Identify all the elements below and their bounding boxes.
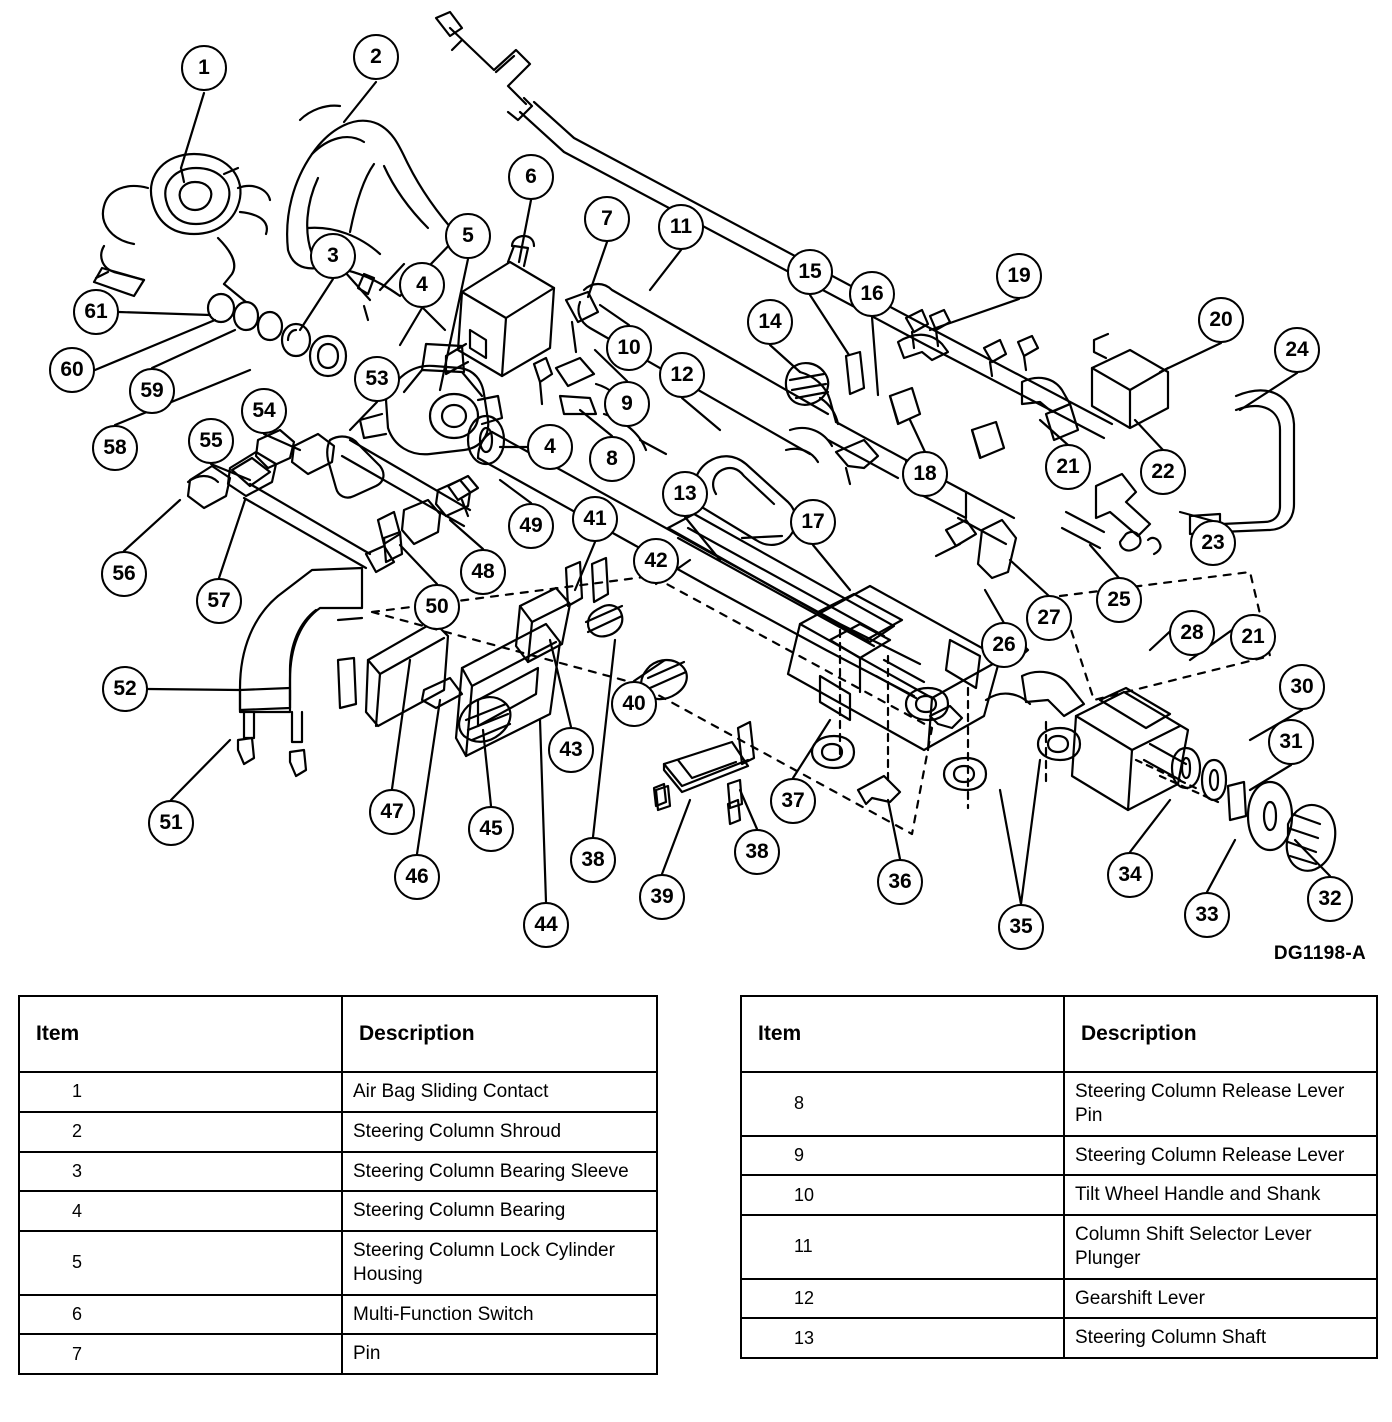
callout-30: 30 (1279, 664, 1325, 710)
table-header-row (19, 996, 657, 1072)
cell-item: 8 (741, 1072, 1064, 1136)
callout-50: 50 (414, 584, 460, 630)
parts-table-right (740, 995, 1378, 1359)
callout-25: 25 (1096, 577, 1142, 623)
callout-20: 20 (1198, 297, 1244, 343)
callout-58: 58 (92, 425, 138, 471)
callout-23: 23 (1190, 520, 1236, 566)
cell-item: 11 (741, 1215, 1064, 1279)
callout-44: 44 (523, 902, 569, 948)
cell-item: 5 (19, 1231, 342, 1295)
callout-4: 4 (399, 262, 445, 308)
column-header-item: Item (741, 996, 1064, 1072)
cell-item: 2 (19, 1112, 342, 1152)
cell-description: Steering Column Release Lever Pin (1064, 1072, 1377, 1136)
callout-56: 56 (101, 551, 147, 597)
table-row (19, 1152, 657, 1192)
callout-33: 33 (1184, 892, 1230, 938)
cell-item: 7 (19, 1334, 342, 1374)
cell-description: Column Shift Selector Lever Plunger (1064, 1215, 1377, 1279)
callout-51: 51 (148, 800, 194, 846)
callout-21: 21 (1230, 614, 1276, 660)
cell-item: 10 (741, 1175, 1064, 1215)
callout-41: 41 (572, 496, 618, 542)
callout-31: 31 (1268, 719, 1314, 765)
callout-10: 10 (606, 325, 652, 371)
callout-59: 59 (129, 368, 175, 414)
cell-description: Pin (342, 1334, 657, 1374)
table-row (741, 1318, 1377, 1358)
callout-53: 53 (354, 356, 400, 402)
callout-35: 35 (998, 904, 1044, 950)
callout-27: 27 (1026, 595, 1072, 641)
callout-3: 3 (310, 233, 356, 279)
cell-description: Gearshift Lever (1064, 1279, 1377, 1319)
callout-28: 28 (1169, 610, 1215, 656)
callout-9: 9 (604, 381, 650, 427)
callout-37: 37 (770, 778, 816, 824)
callout-32: 32 (1307, 876, 1353, 922)
callout-17: 17 (790, 499, 836, 545)
cell-description: Tilt Wheel Handle and Shank (1064, 1175, 1377, 1215)
drawing-code: DG1198-A (1273, 943, 1366, 964)
callout-55: 55 (188, 418, 234, 464)
callout-13: 13 (662, 471, 708, 517)
callout-45: 45 (468, 806, 514, 852)
cell-description: Air Bag Sliding Contact (342, 1072, 657, 1112)
callout-49: 49 (508, 503, 554, 549)
callout-14: 14 (747, 299, 793, 345)
table-row (19, 1112, 657, 1152)
callout-15: 15 (787, 249, 833, 295)
table-row (19, 1334, 657, 1374)
parts-tables (0, 995, 1392, 1415)
table-header-row (741, 996, 1377, 1072)
callout-4: 4 (527, 424, 573, 470)
callout-7: 7 (584, 196, 630, 242)
table-row (19, 1191, 657, 1231)
callout-39: 39 (639, 874, 685, 920)
callout-18: 18 (902, 451, 948, 497)
table-row (741, 1215, 1377, 1279)
callout-1: 1 (181, 45, 227, 91)
callout-38: 38 (734, 829, 780, 875)
cell-description: Steering Column Release Lever (1064, 1136, 1377, 1176)
column-header-item: Item (19, 996, 342, 1072)
column-header-description: Description (342, 996, 657, 1072)
table-row (19, 1295, 657, 1335)
callout-16: 16 (849, 271, 895, 317)
cell-description: Steering Column Bearing Sleeve (342, 1152, 657, 1192)
callout-2: 2 (353, 34, 399, 80)
callout-22: 22 (1140, 449, 1186, 495)
callout-40: 40 (611, 681, 657, 727)
cell-item: 3 (19, 1152, 342, 1192)
callout-12: 12 (659, 352, 705, 398)
callout-52: 52 (102, 666, 148, 712)
callout-60: 60 (49, 347, 95, 393)
callout-24: 24 (1274, 327, 1320, 373)
cell-description: Multi-Function Switch (342, 1295, 657, 1335)
cell-description: Steering Column Lock Cylinder Housing (342, 1231, 657, 1295)
cell-item: 6 (19, 1295, 342, 1335)
cell-description: Steering Column Shaft (1064, 1318, 1377, 1358)
cell-description: Steering Column Shroud (342, 1112, 657, 1152)
table-row (741, 1072, 1377, 1136)
callout-57: 57 (196, 578, 242, 624)
callout-48: 48 (460, 549, 506, 595)
callout-43: 43 (548, 727, 594, 773)
cell-description: Steering Column Bearing (342, 1191, 657, 1231)
table-row (741, 1279, 1377, 1319)
callout-42: 42 (633, 538, 679, 584)
table-row (741, 1175, 1377, 1215)
callout-46: 46 (394, 854, 440, 900)
callout-6: 6 (508, 154, 554, 200)
callout-8: 8 (589, 436, 635, 482)
callout-26: 26 (981, 622, 1027, 668)
callout-47: 47 (369, 789, 415, 835)
callout-34: 34 (1107, 852, 1153, 898)
callout-11: 11 (658, 204, 704, 250)
cell-item: 4 (19, 1191, 342, 1231)
parts-table-left (18, 995, 658, 1375)
cell-item: 12 (741, 1279, 1064, 1319)
cell-item: 1 (19, 1072, 342, 1112)
callout-38: 38 (570, 837, 616, 883)
cell-item: 9 (741, 1136, 1064, 1176)
callout-36: 36 (877, 859, 923, 905)
table-row (741, 1136, 1377, 1176)
callout-19: 19 (996, 253, 1042, 299)
table-row (19, 1072, 657, 1112)
callout-61: 61 (73, 289, 119, 335)
callout-54: 54 (241, 388, 287, 434)
callout-5: 5 (445, 213, 491, 259)
table-row (19, 1231, 657, 1295)
callout-21: 21 (1045, 444, 1091, 490)
cell-item: 13 (741, 1318, 1064, 1358)
column-header-description: Description (1064, 996, 1377, 1072)
